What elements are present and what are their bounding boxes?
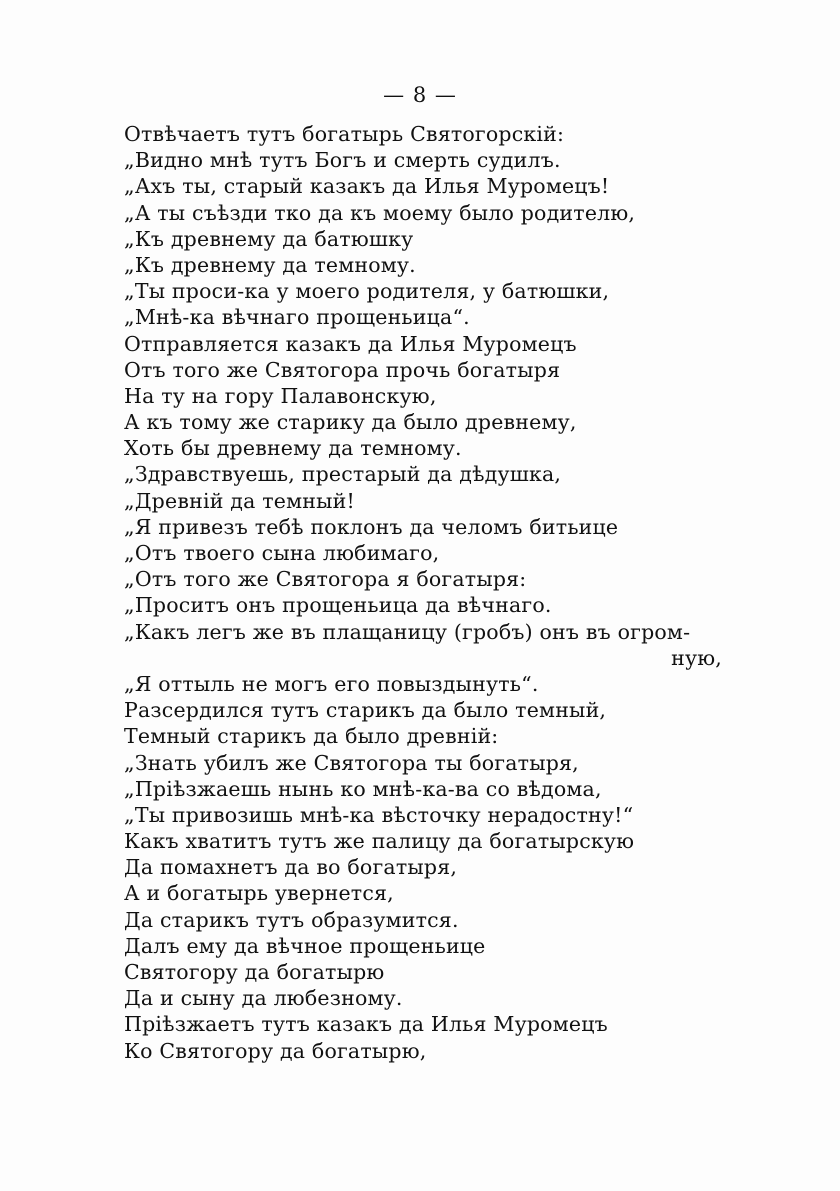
verse-line: А и богатырь увернется, — [124, 881, 394, 906]
verse-line: „Ты проси-ка у моего родителя, у батюшки, — [124, 279, 610, 304]
verse-line: Темный старикъ да было древній: — [124, 724, 499, 749]
verse-line-continuation: ную, — [671, 645, 722, 670]
verse-line: „Какъ легъ же въ плащаницу (гробъ) онъ въ огром- — [124, 619, 691, 644]
verse-line: „Проситъ онъ прощеньица да вѣчнаго. — [124, 593, 552, 618]
verse-line: Отправляется казакъ да Илья Муромецъ — [124, 331, 577, 356]
verse-line: „Древній да темный! — [124, 488, 355, 513]
verse-line: На ту на гору Палавонскую, — [124, 383, 437, 408]
verse-line: „Отъ твоего сына любимаго, — [124, 541, 440, 565]
verse-line: Да помахнетъ да во богатыря, — [124, 855, 458, 880]
verse-line: „Мнѣ-ка вѣчнаго прощеньица“. — [124, 305, 470, 330]
verse-text — [124, 121, 724, 1064]
verse-line: „Пріѣзжаешь нынь ко мнѣ-ка-ва со вѣдома, — [124, 776, 602, 801]
verse-line: „Видно мнѣ тутъ Богъ и смерть судилъ. — [124, 148, 561, 173]
verse-line: Отвѣчаетъ тутъ богатырь Святогорскій: — [124, 122, 565, 146]
verse-line: „Къ древнему да темному. — [124, 252, 416, 277]
verse-line: Ко Святогору да богатырю, — [124, 1038, 427, 1063]
verse-line: „Отъ того же Святогора я богатыря: — [124, 567, 527, 592]
verse-line: Хоть бы древнему да темному. — [124, 436, 462, 461]
verse-line: Далъ ему да вѣчное прощеньице — [124, 933, 486, 958]
verse-line: Разсердился тутъ старикъ да было темный, — [124, 698, 607, 723]
verse-line: А къ тому же старику да было древнему, — [124, 410, 577, 435]
verse-line: „А ты съѣзди тко да къ моему было родителю, — [124, 200, 636, 225]
verse-line: Святогору да богатырю — [124, 960, 385, 984]
verse-line: Пріѣзжаетъ тутъ казакъ да Илья Муромецъ — [124, 1012, 608, 1037]
verse-line: Да старикъ тутъ образумится. — [124, 907, 459, 932]
verse-line: Да и сыну да любезному. — [124, 986, 403, 1011]
verse-line: „Къ древнему да батюшку — [124, 226, 414, 251]
page-number: — 8 — — [383, 83, 457, 107]
verse-line: „Ты привозишь мнѣ-ка вѣсточку нерадостну!“ — [124, 802, 634, 827]
verse-line: „Здравствуешь, престарый да дѣдушка, — [124, 462, 562, 487]
verse-line: Какъ хватитъ тутъ же палицу да богатырскую — [124, 829, 635, 854]
verse-line: „Знать убилъ же Святогора ты богатыря, — [124, 750, 579, 775]
verse-line: Отъ того же Святогора прочь богатыря — [124, 357, 561, 382]
verse-line: „Я привезъ тебѣ поклонъ да челомъ битьице — [124, 514, 619, 539]
verse-line: „Я оттыль не могъ его повыздынуть“. — [124, 671, 539, 696]
verse-line: „Ахъ ты, старый казакъ да Илья Муромецъ! — [124, 174, 610, 199]
